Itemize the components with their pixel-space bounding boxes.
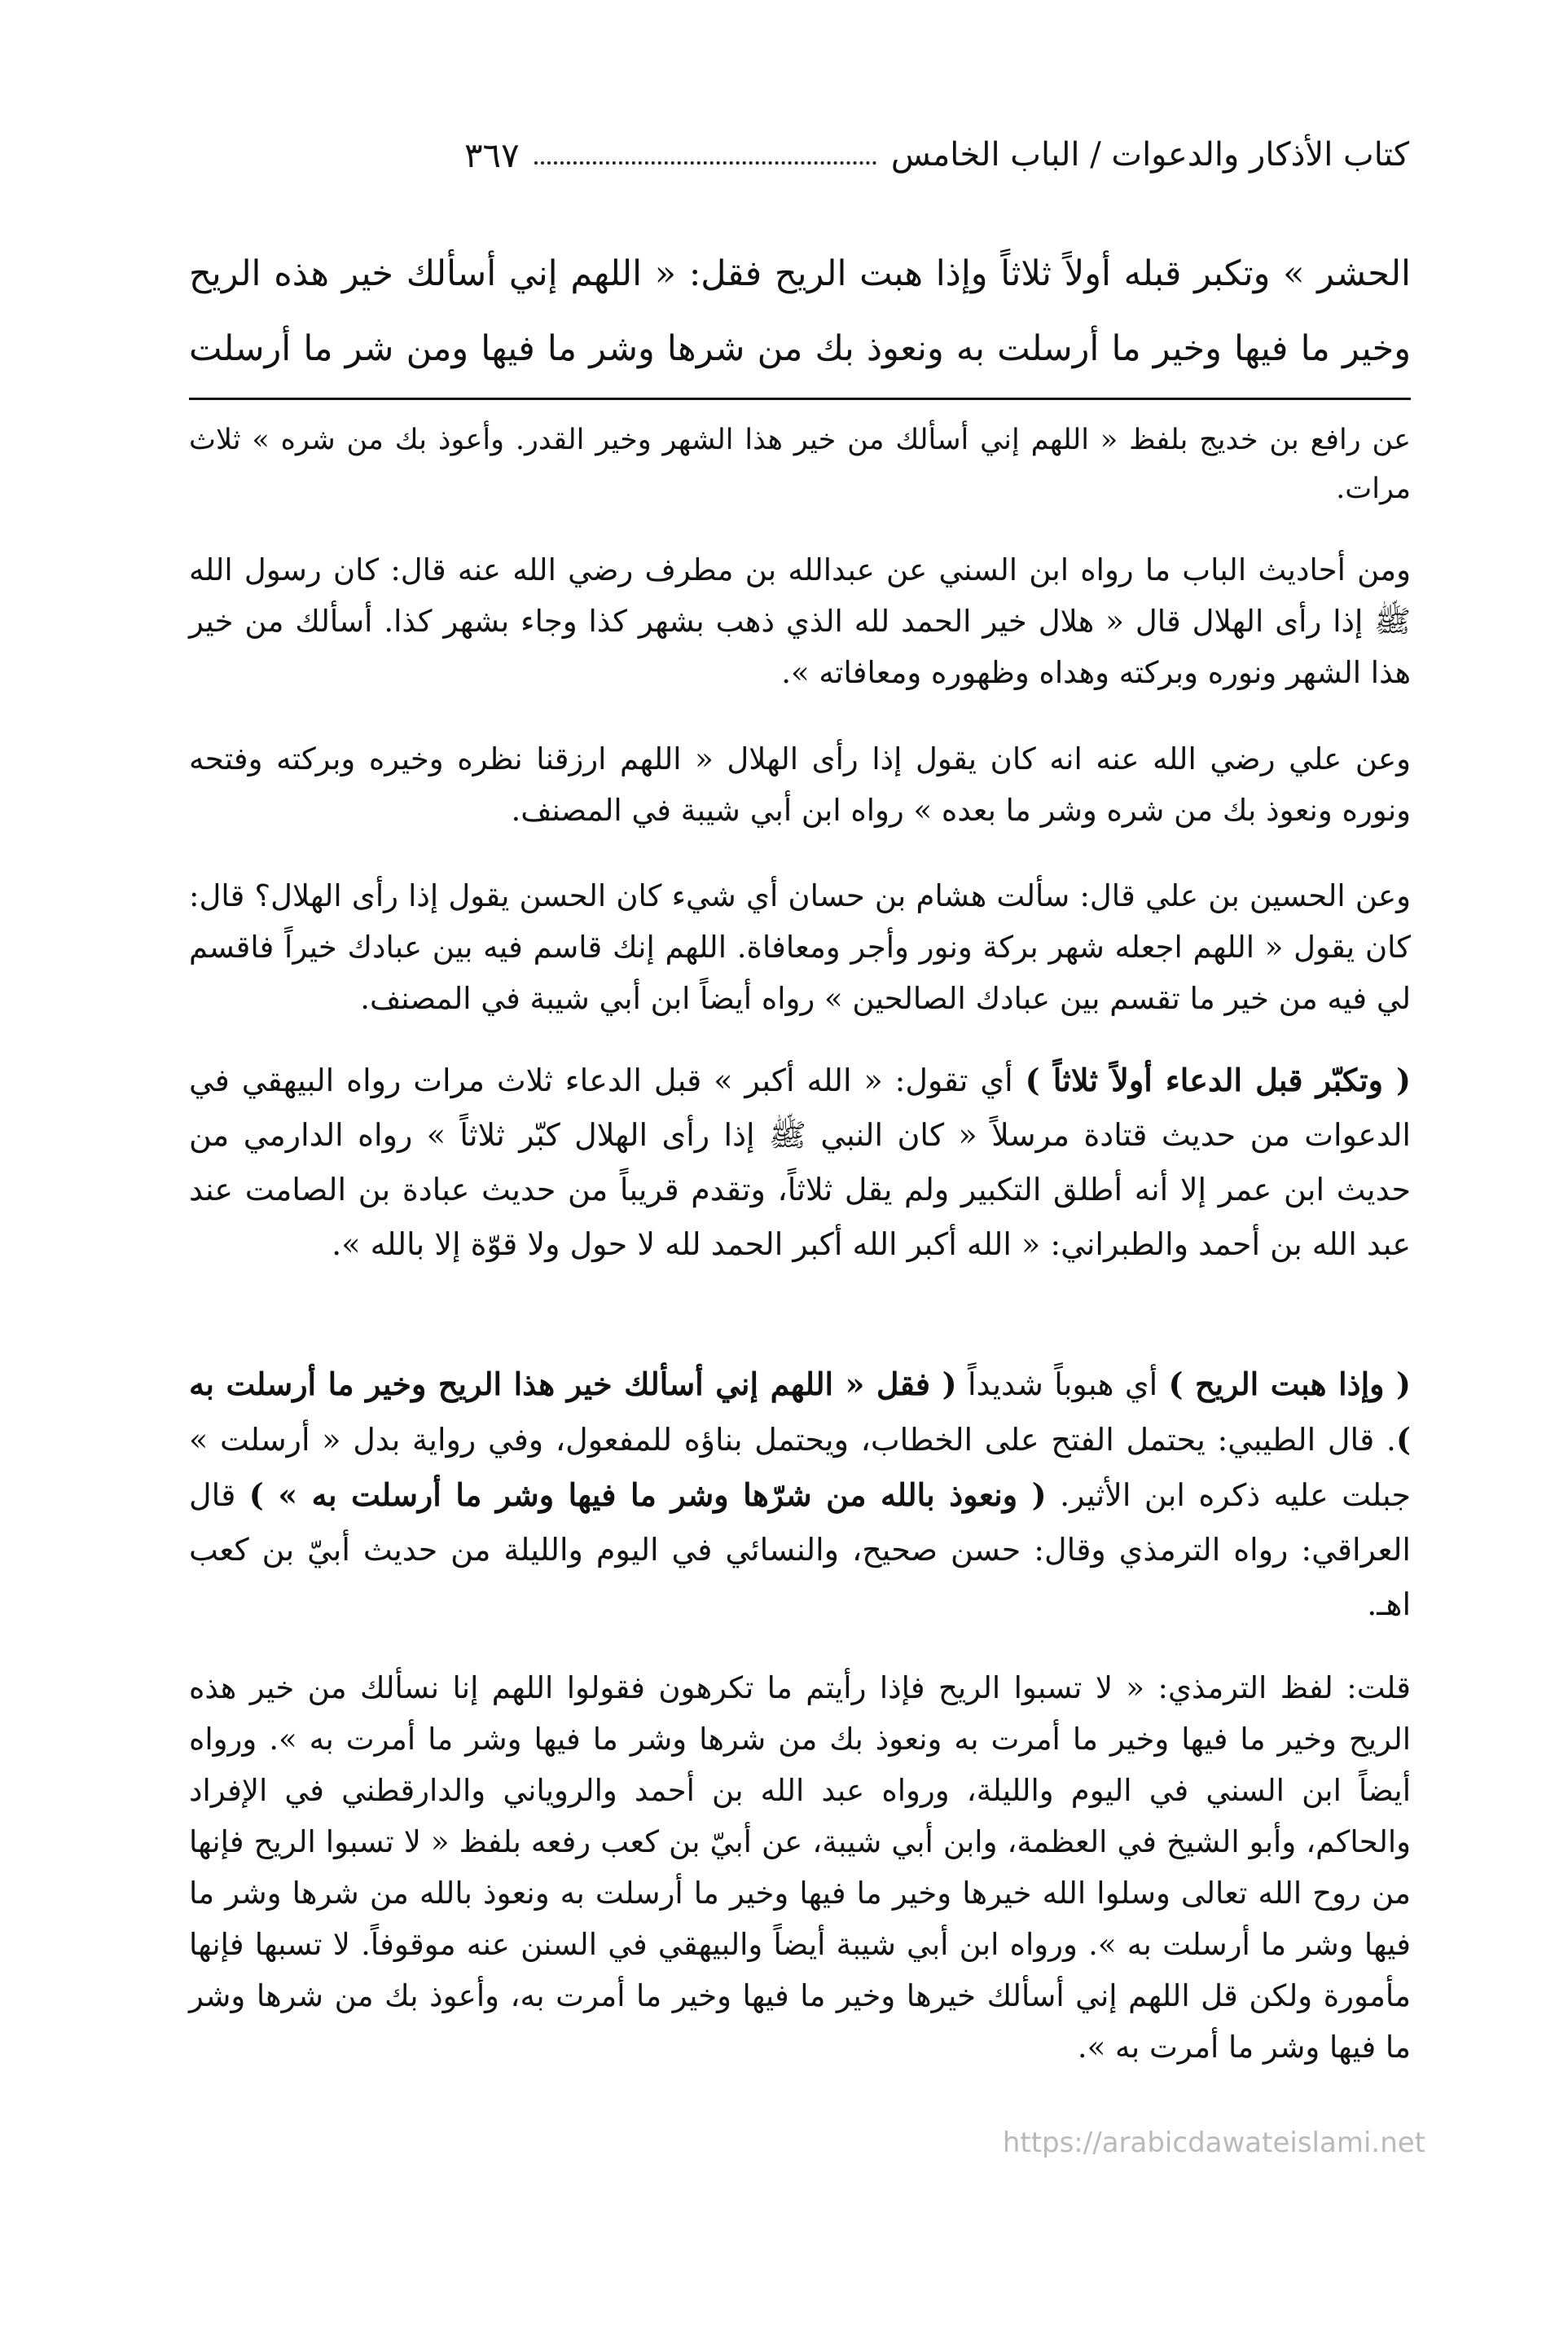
quoted-matn: ( ونعوذ بالله من شرّها وشر ما فيها وشر ما أرسلت به » ) — [248, 1476, 1047, 1513]
quoted-matn: ( فقل « اللهم إني أسألك خير هذا الريح وخير ما أرسلت به ) — [189, 1366, 1411, 1458]
footnote-paragraph: عن رافع بن خديج بلفظ « اللهم إني أسألك من خير هذا الشهر وخير القدر. وأعوذ بك من شره » ثلاث مرات. — [189, 424, 1411, 505]
leader-dots — [534, 161, 876, 165]
explanation: قال العراقي: رواه الترمذي وقال: حسن صحيح، والنسائي في اليوم والليلة من حديث أبيّ بن كعب اهـ. — [189, 1477, 1411, 1622]
watermark-url: https://arabicdawateislami.net — [1002, 2127, 1425, 2159]
footnote — [189, 416, 1411, 513]
separator-rule — [189, 398, 1411, 400]
explanation: أي هبوباً شديداً — [956, 1366, 1169, 1402]
commentary-paragraph-6 — [189, 1662, 1411, 2073]
main-text-line: وخير ما فيها وخير ما أرسلت به ونعوذ بك من شرها وشر ما فيها ومن شر ما أرسلت — [189, 328, 1411, 369]
paragraph-text: وعن الحسين بن علي قال: سألت هشام بن حسان أي شيء كان الحسن يقول إذا رأى الهلال؟ قال: كان يقول « اللهم اجعله شهر بركة ونور وأجر ومعافاة. اللهم إنك قاسم فيه بين عبادك خيراً فاقسم لي فيه من خير ما تقسم بين عبادك الصالحين » رواه أيضاً ابن أبي شيبة في المصنف. — [189, 878, 1411, 1016]
quoted-matn: ( وتكبّر قبل الدعاء أولاً ثلاثاً ) — [1025, 1062, 1412, 1098]
explanation: . قال الطيبي: يحتمل الفتح على الخطاب، ويحتمل بناؤه للمفعول، وفي رواية بدل « أرسلت » جبلت عليه ذكره ابن الأثير. — [189, 1422, 1412, 1513]
paragraph-text — [189, 1053, 1411, 1272]
commentary-paragraph-3 — [189, 870, 1411, 1024]
paragraph-text: وعن علي رضي الله عنه انه كان يقول إذا رأى الهلال « اللهم ارزقنا نظره وخيره وبركته وفتحه ونوره ونعوذ بك من شره وشر ما بعده » رواه ابن أبي شيبة في المصنف. — [189, 741, 1411, 828]
commentary-paragraph-2 — [189, 733, 1411, 836]
quoted-matn: ( وإذا هبت الريح ) — [1168, 1366, 1412, 1402]
page-number: ٣٦٧ — [464, 134, 520, 175]
paragraph-text: قلت: لفظ الترمذي: « لا تسبوا الريح فإذا رأيتم ما تكرهون فقولوا اللهم إنا نسألك من خير هذه الريح وخير ما فيها وخير ما أمرت به ونعوذ بك من شرها وشر ما فيها وشر ما أمرت به ». ورواه أيضاً ابن السني في اليوم والليلة، ورواه عبد الله بن أحمد والروياني والدارقطني في الإفراد والحاكم، وأبو الشيخ في العظمة، وابن أبي شيبة، عن أبيّ بن كعب رفعه بلفظ « لا تسبوا الريح فإنها من روح الله تعالى وسلوا الله خيرها وخير ما فيها وخير ما أرسلت به ونعوذ بالله من شرها وشر ما فيها وشر ما أرسلت به ». ورواه ابن أبي شيبة أيضاً والبيهقي في السنن عنه موقوفاً. لا تسبها فإنها مأمورة ولكن قل اللهم إني أسألك خيرها وخير ما فيها وخير ما أمرت به، وأعوذ بك من شرها وشر ما فيها وشر ما أمرت به ». — [189, 1670, 1411, 2065]
paragraph-text: ومن أحاديث الباب ما رواه ابن السني عن عبدالله بن مطرف رضي الله عنه قال: كان رسول الله ﷺ إذا رأى الهلال قال « هلال خير الحمد لله الذي ذهب بشهر كذا وجاء بشهر كذا. أسألك من خير هذا الشهر ونوره وبركته وهداه وظهوره ومعافاته ». — [189, 552, 1411, 690]
main-text — [189, 236, 1411, 386]
commentary-paragraph-5 — [189, 1357, 1411, 1632]
explanation: أي تقول: « الله أكبر » قبل الدعاء ثلاث مرات رواه البيهقي في الدعوات من حديث قتادة مرسلاً « كان النبي ﷺ إذا رأى الهلال كبّر ثلاثاً » رواه الدارمي من حديث ابن عمر إلا أنه أطلق التكبير ولم يقل ثلاثاً، وتقدم قريباً من حديث عبادة بن الصامت عند عبد الله بن أحمد والطبراني: « الله أكبر الله أكبر الحمد لله لا حول ولا قوّة إلا بالله ». — [189, 1062, 1411, 1262]
commentary-paragraph-4 — [189, 1053, 1411, 1272]
main-text-line: الحشر » وتكبر قبله أولاً ثلاثاً وإذا هبت الريح فقل: « اللهم إني أسألك خير هذه الريح — [189, 253, 1411, 294]
running-header — [464, 126, 1409, 183]
paragraph-text — [189, 1357, 1411, 1632]
commentary-paragraph-1 — [189, 544, 1411, 698]
chapter-title: كتاب الأذكار والدعوات / الباب الخامس — [890, 136, 1409, 174]
